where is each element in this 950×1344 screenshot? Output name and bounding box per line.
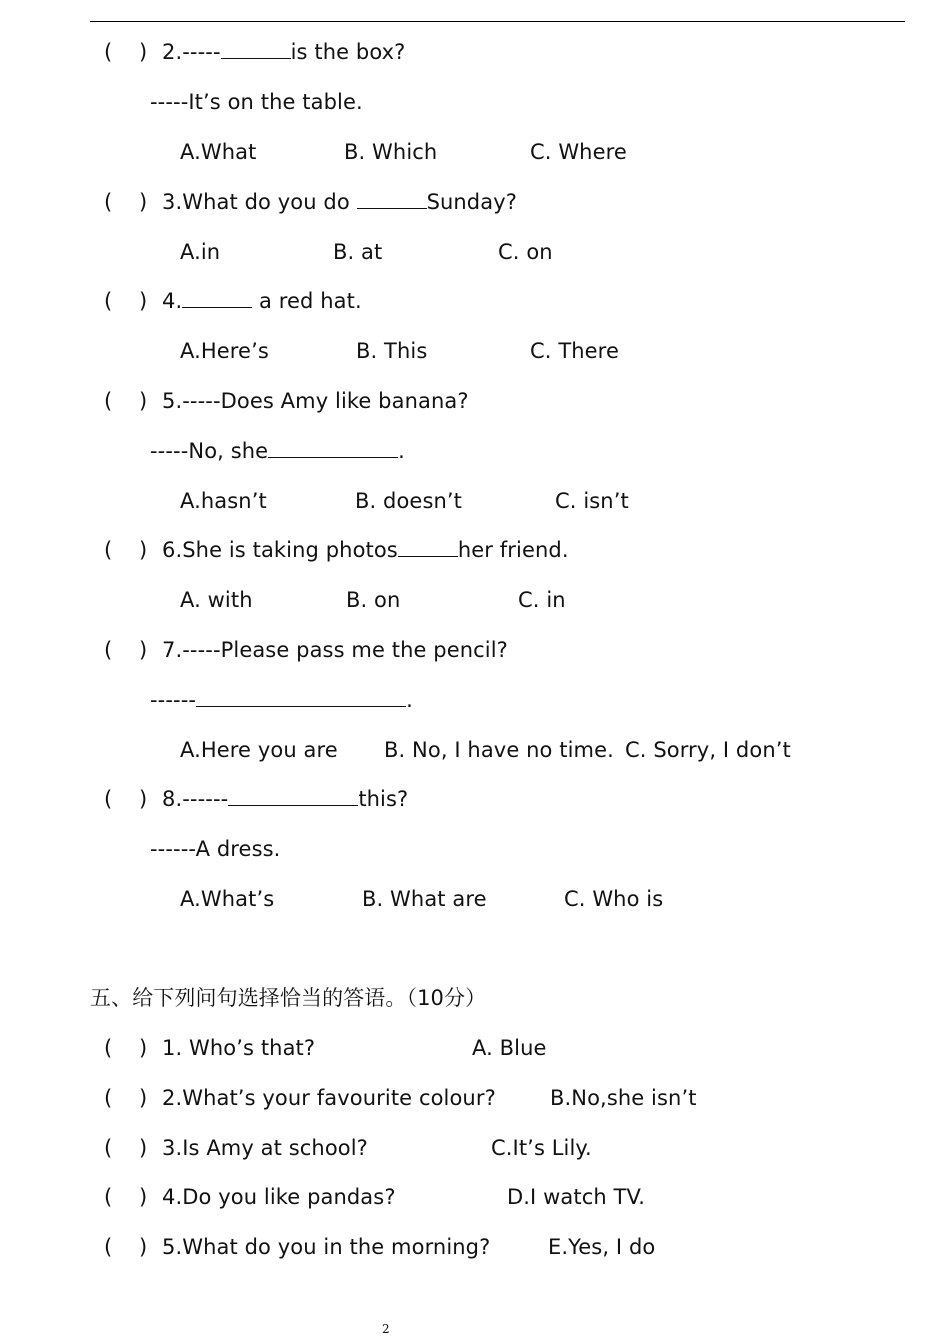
answer-paren-close: )	[139, 1235, 148, 1259]
answer-paren-open: (	[104, 638, 113, 662]
section-5-question-1: 1. Who’s that?	[162, 1036, 316, 1060]
answer-paren-close: )	[139, 389, 148, 413]
question-5-stem: 5.-----Does Amy like banana?	[162, 389, 469, 413]
answer-paren-open: (	[104, 1235, 113, 1259]
answer-paren-close: )	[139, 289, 148, 313]
question-4-option-a: A.Here’s	[180, 339, 269, 363]
question-7-stem: 7.-----Please pass me the pencil?	[162, 638, 508, 662]
top-rule	[90, 21, 905, 22]
answer-paren-close: )	[139, 787, 148, 811]
answer-paren-open: (	[104, 1036, 113, 1060]
question-2-option-a: A.What	[180, 140, 257, 164]
question-7-option-a: A.Here you are	[180, 738, 338, 762]
answer-blank	[182, 287, 252, 308]
answer-paren-close: )	[139, 190, 148, 214]
section-5-answer-e: E.Yes, I do	[548, 1235, 656, 1259]
question-7-option-b: B. No, I have no time.	[384, 738, 614, 762]
question-2-reply: -----It’s on the table.	[150, 90, 363, 114]
question-8-option-a: A.What’s	[180, 887, 275, 911]
answer-paren-open: (	[104, 1185, 113, 1209]
answer-paren-open: (	[104, 787, 113, 811]
question-2-stem: 2.----- is the box?	[162, 40, 406, 64]
question-6-option-a: A. with	[180, 588, 253, 612]
question-5-option-c: C. isn’t	[555, 489, 629, 513]
section-5-answer-a: A. Blue	[472, 1036, 547, 1060]
question-3-option-a: A.in	[180, 240, 221, 264]
section-5-answer-d: D.I watch TV.	[507, 1185, 645, 1209]
question-4-option-c: C. There	[530, 339, 619, 363]
answer-paren-close: )	[139, 638, 148, 662]
section-5-answer-b: B.No,she isn’t	[550, 1086, 697, 1110]
answer-paren-open: (	[104, 1136, 113, 1160]
answer-blank	[268, 437, 398, 458]
answer-paren-open: (	[104, 538, 113, 562]
section-5-question-4: 4.Do you like pandas?	[162, 1185, 396, 1209]
answer-paren-close: )	[139, 1086, 148, 1110]
answer-blank	[398, 536, 458, 557]
question-3-stem: 3.What do you do Sunday?	[162, 190, 517, 214]
page-number: 2	[382, 1322, 390, 1336]
question-8-reply: ------A dress.	[150, 837, 281, 861]
section-5-question-5: 5.What do you in the morning?	[162, 1235, 491, 1259]
answer-blank	[196, 686, 406, 707]
question-4-option-b: B. This	[356, 339, 428, 363]
answer-paren-open: (	[104, 389, 113, 413]
section-5-heading: 五、给下列问句选择恰当的答语。（10分）	[90, 986, 487, 1010]
answer-blank	[357, 188, 427, 209]
answer-blank	[221, 38, 291, 59]
answer-blank	[228, 785, 358, 806]
section-5-answer-c: C.It’s Lily.	[491, 1136, 592, 1160]
answer-paren-open: (	[104, 190, 113, 214]
question-4-stem: 4. a red hat.	[162, 289, 362, 313]
question-6-option-b: B. on	[346, 588, 401, 612]
question-7-reply: ------ .	[150, 688, 413, 712]
answer-paren-open: (	[104, 1086, 113, 1110]
question-6-stem: 6.She is taking photos her friend.	[162, 538, 569, 562]
question-5-option-b: B. doesn’t	[355, 489, 463, 513]
question-5-reply: -----No, she .	[150, 439, 405, 463]
answer-paren-open: (	[104, 289, 113, 313]
answer-paren-close: )	[139, 1036, 148, 1060]
question-5-option-a: A.hasn’t	[180, 489, 267, 513]
question-8-option-b: B. What are	[362, 887, 487, 911]
question-2-option-c: C. Where	[530, 140, 627, 164]
section-5-question-3: 3.Is Amy at school?	[162, 1136, 368, 1160]
answer-paren-close: )	[139, 40, 148, 64]
answer-paren-close: )	[139, 1185, 148, 1209]
answer-paren-close: )	[139, 1136, 148, 1160]
section-5-question-2: 2.What’s your favourite colour?	[162, 1086, 496, 1110]
answer-paren-close: )	[139, 538, 148, 562]
question-6-option-c: C. in	[518, 588, 566, 612]
question-2-option-b: B. Which	[344, 140, 438, 164]
question-8-option-c: C. Who is	[564, 887, 664, 911]
question-8-stem: 8.------ this?	[162, 787, 409, 811]
question-7-option-c: C. Sorry, I don’t	[625, 738, 791, 762]
answer-paren-open: (	[104, 40, 113, 64]
question-3-option-b: B. at	[333, 240, 383, 264]
question-3-option-c: C. on	[498, 240, 553, 264]
